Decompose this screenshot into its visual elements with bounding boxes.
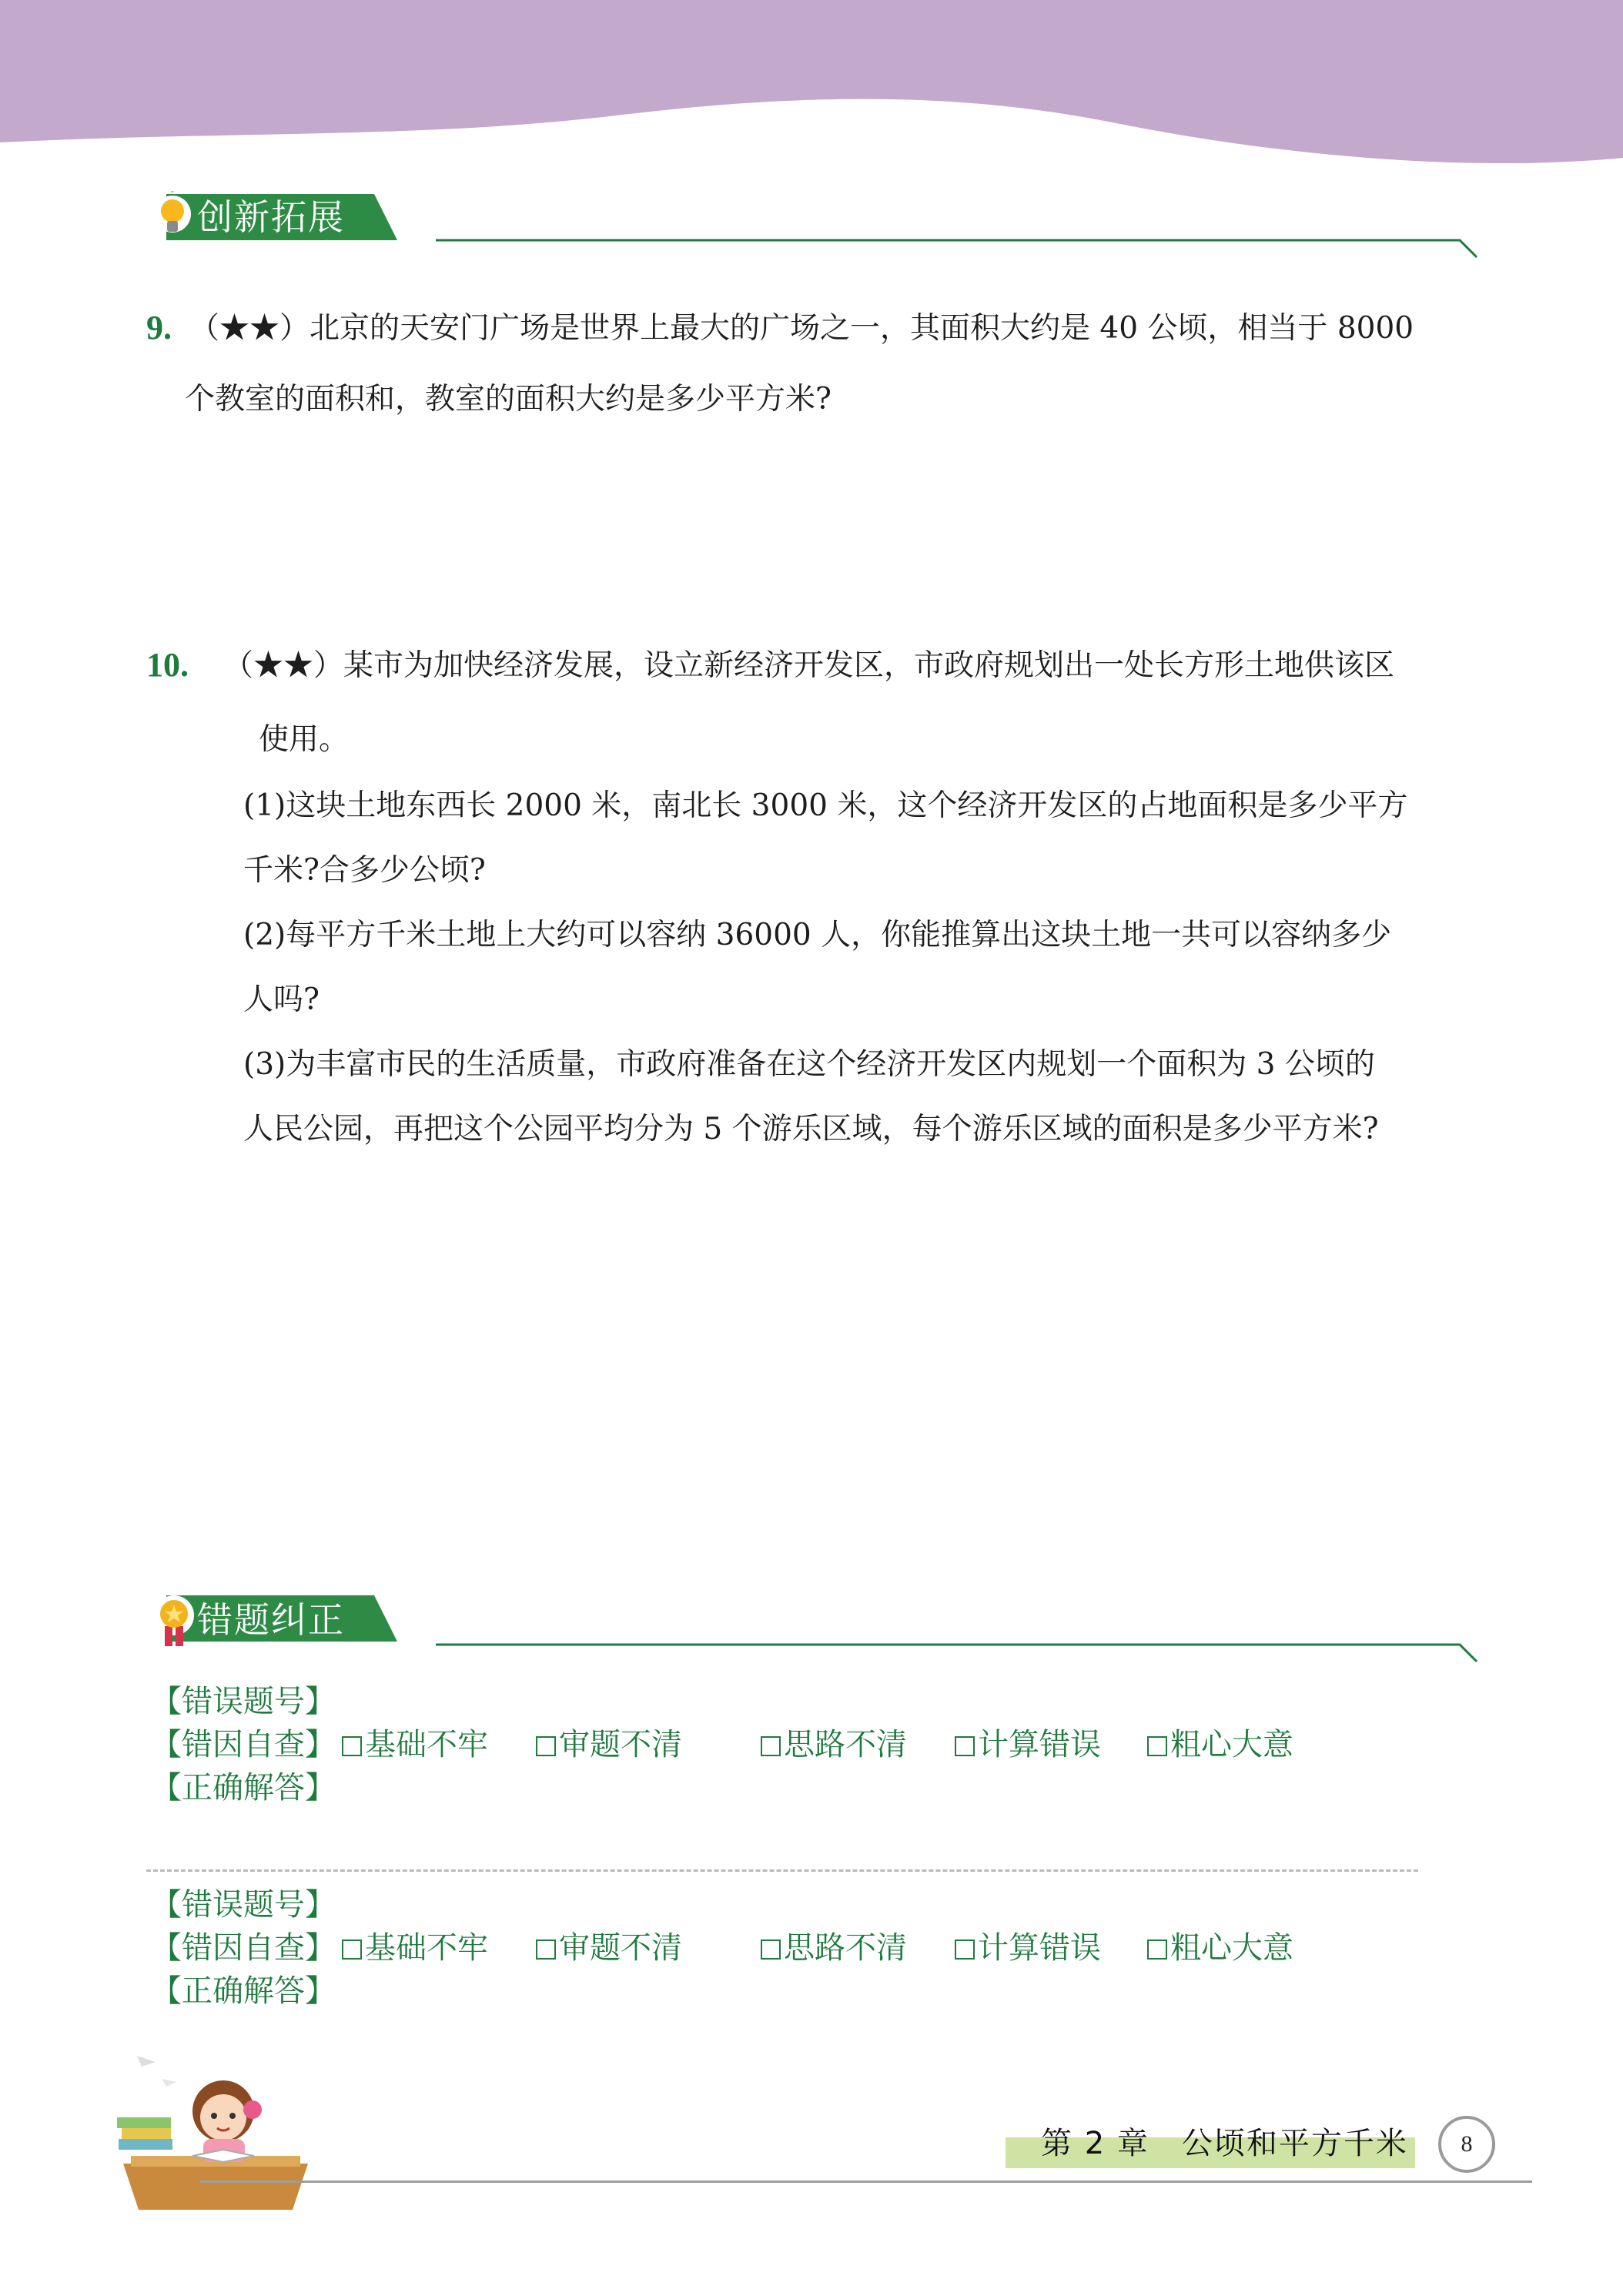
dashed-divider	[146, 1869, 1418, 1872]
section-rule	[436, 1635, 1483, 1666]
girl-studying-illustration	[108, 2048, 323, 2217]
section-banner-correction	[151, 1591, 405, 1643]
question-number: 10.	[146, 646, 189, 684]
answer-label: 【正确解答】	[151, 1770, 336, 1806]
option-thinking-checkbox[interactable]: 思路不清	[761, 1725, 907, 1765]
option-calculation-checkbox[interactable]: 计算错误	[955, 1928, 1101, 1968]
option-basics-checkbox[interactable]: 基础不牢	[342, 1928, 488, 1968]
header-wave	[0, 0, 1623, 177]
answer-label: 【正确解答】	[151, 1973, 336, 2009]
section-title-innovation: 创新拓展	[197, 196, 345, 238]
cause-label: 【错因自查】	[151, 1930, 336, 1966]
question-text-line: (3)为丰富市民的生活质量，市政府准备在这个经济开发区内规划一个面积为 3 公顷的	[243, 1047, 1375, 1082]
question-text-line: 人吗?	[243, 982, 320, 1017]
question-number: 9.	[146, 309, 172, 346]
section-rule	[436, 231, 1483, 262]
cause-label: 【错因自查】	[151, 1727, 336, 1762]
option-careless-checkbox[interactable]: 粗心大意	[1147, 1928, 1293, 1968]
question-text-line: 千米?合多少公顷?	[243, 853, 486, 888]
question-text-line: （★★）北京的天安门广场是世界上最大的广场之一，其面积大约是 40 公顷，相当于 8000	[189, 311, 1414, 346]
question-text-line: 人民公园，再把这个公园平均分为 5 个游乐区域，每个游乐区域的面积是多少平方米?	[243, 1112, 1379, 1146]
section-banner-innovation	[151, 191, 405, 243]
option-basics-checkbox[interactable]: 基础不牢	[342, 1725, 488, 1765]
option-calculation-checkbox[interactable]: 计算错误	[955, 1725, 1101, 1765]
option-thinking-checkbox[interactable]: 思路不清	[761, 1928, 907, 1968]
chapter-title: 第 2 章 公顷和平方千米	[1041, 2126, 1408, 2161]
question-text-line: (1)这块土地东西长 2000 米，南北长 3000 米，这个经济开发区的占地面积是多少平方	[243, 788, 1408, 823]
footer-rule	[200, 2181, 1532, 2183]
wrong-number-label: 【错误题号】	[151, 1684, 336, 1719]
question-text-line: 个教室的面积和，教室的面积大约是多少平方米?	[185, 382, 832, 417]
wrong-number-label: 【错误题号】	[151, 1887, 336, 1923]
question-text-line: (2)每平方千米土地上大约可以容纳 36000 人，你能推算出这块土地一共可以容纳多少	[243, 918, 1392, 952]
option-reading-checkbox[interactable]: 审题不清	[536, 1725, 682, 1765]
page-number: 8	[1438, 2116, 1495, 2173]
section-title-correction: 错题纠正	[197, 1599, 345, 1641]
question-text-line: （★★）某市为加快经济发展，设立新经济开发区，市政府规划出一处长方形土地供该区	[223, 648, 1395, 683]
option-reading-checkbox[interactable]: 审题不清	[536, 1928, 682, 1968]
option-careless-checkbox[interactable]: 粗心大意	[1147, 1725, 1293, 1765]
question-text-line: 使用。	[259, 722, 350, 757]
